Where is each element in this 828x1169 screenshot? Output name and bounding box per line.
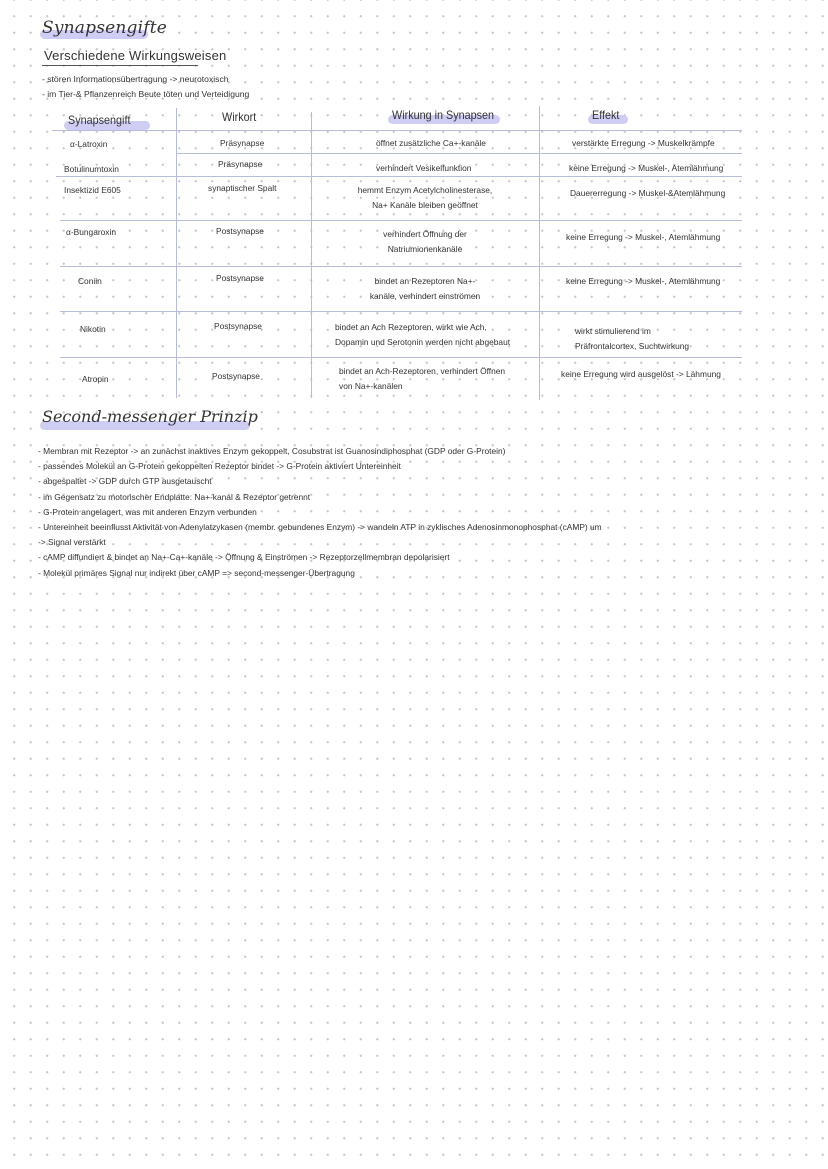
table-cell-ort: Postsynapse	[214, 321, 262, 331]
table-cell-gift: α-Latroxin	[70, 139, 108, 149]
header-effekt: Effekt	[592, 108, 620, 122]
table-cell-wirkung: bindet an Ach Rezeptoren, wirkt wie Ach, Dopamin und Serotonin werden nicht abgebaut	[335, 322, 511, 347]
table-cell-effekt: keine Erregung wird ausgelöst -> Lähmung	[561, 369, 721, 379]
row-divider	[60, 266, 742, 267]
list-item: - Untereinheit beeinflusst Aktivität von Adenylatzykasen (membr. gebundenes Enzym) -> wandeln ATP in zyklisches Adenosinmonophosphat (cAMP) um	[38, 522, 602, 533]
table-cell-gift: Coniin	[78, 276, 102, 286]
table-cell-ort: Postsynapse	[216, 273, 264, 283]
table-cell-gift: Botulinumtoxin	[64, 164, 119, 174]
column-divider	[539, 106, 540, 400]
subtitle: Verschiedene Wirkungsweisen	[44, 48, 227, 63]
table-cell-ort: Postsynapse	[216, 226, 264, 236]
table-cell-ort: Präsynapse	[218, 159, 263, 169]
header-synapsengift: Synapsengift	[68, 113, 131, 127]
table-cell-gift: Insektizid E605	[64, 185, 121, 195]
row-divider	[176, 153, 742, 154]
intro-list	[42, 72, 249, 102]
table-cell-wirkung: bindet an Ach-Rezeptoren, verhindert Öffnen von Na+-kanälen	[339, 366, 506, 391]
table-header-rule	[52, 130, 742, 131]
list-item: - Membran mit Rezeptor -> an zunächst inaktives Enzym gekoppelt, Cosubstrat ist Guanosindiphosphat (GDP oder G-Protein)	[38, 446, 506, 456]
table-cell-ort: Präsynapse	[220, 138, 265, 148]
list-item: - abgespaltet -> GDP durch GTP ausgetauscht	[38, 476, 212, 487]
table-cell-effekt: keine Erregung -> Muskel-, Atemlähmung	[566, 276, 721, 286]
table-cell-effekt: keine Erregung -> Muskel-, Atemlähmung	[566, 232, 721, 242]
table-cell-gift: α-Bungaroxin	[66, 227, 117, 237]
list-item: - cAMP diffundiert & bindet an Na+-Ca+-kanäle -> Öffnung & Einströmen -> Rezeptorzellmembran depolarisiert	[38, 552, 450, 563]
table-cell-effekt: verstärkte Erregung -> Muskelkrämpfe	[572, 138, 715, 148]
table-cell-wirkung: bindet an Rezeptoren Na+- kanäle, verhindert einströmen	[369, 276, 481, 301]
table-cell-wirkung: hemmt Enzym Acetylcholinesterase, Na+ Kanäle bleiben geöffnet	[357, 185, 493, 210]
row-divider	[60, 311, 742, 312]
row-divider	[56, 176, 742, 177]
row-divider	[60, 220, 742, 221]
intro-item: - im Tier-& Pflanzenreich Beute töten und Verteidigung	[42, 89, 250, 99]
row-divider	[60, 357, 742, 358]
header-wirkort: Wirkort	[222, 110, 257, 124]
table-cell-effekt: wirkt stimulierend im Präfrontalcortex, Suchtwirkung	[575, 326, 690, 351]
table-cell-gift: Nikotin	[80, 324, 106, 334]
section-title: Second-messenger Prinzip	[42, 407, 258, 426]
list-item: - im Gegensatz zu motorischer Endplatte: Na+-kanal & Rezeptor getrennt	[38, 491, 311, 502]
page-title: Synapsengifte	[42, 18, 168, 38]
table-cell-effekt: Dauererregung -> Muskel-&Atemlähmung	[570, 188, 726, 198]
table-cell-wirkung: verhindert Vesikelfunktion	[376, 163, 472, 173]
list-item: - G-Protein angelagert, was mit anderen Enzym verbunden	[38, 506, 257, 517]
header-wirkung: Wirkung in Synapsen	[392, 108, 495, 122]
table-cell-wirkung: öffnet zusätzliche Ca+-kanäle	[376, 138, 486, 148]
list-item: - Molekül primäres Signal nur indirekt über cAMP => second-messenger-Übertragung	[38, 567, 355, 578]
list-item: -> Signal verstärkt	[38, 537, 106, 548]
table-cell-effekt: keine Erregung -> Muskel-, Atemlähmung	[569, 163, 724, 173]
bullet-list	[38, 444, 602, 581]
intro-item: - stören Informationsübertragung -> neurotoxisch	[42, 74, 229, 84]
column-divider	[176, 108, 177, 398]
table-cell-gift: Atropin	[82, 374, 109, 384]
table-cell-ort: Postsynapse	[212, 371, 260, 381]
table-cell-ort: synaptischer Spalt	[208, 183, 277, 193]
subtitle-underline	[42, 65, 198, 66]
table-cell-wirkung: verhindert Öffnung der Natriumionenkanäle	[383, 229, 467, 254]
list-item: - passendes Molekül an G-Protein gekoppelten Rezeptor bindet -> G-Protein aktiviert Untereinheit	[38, 461, 401, 472]
